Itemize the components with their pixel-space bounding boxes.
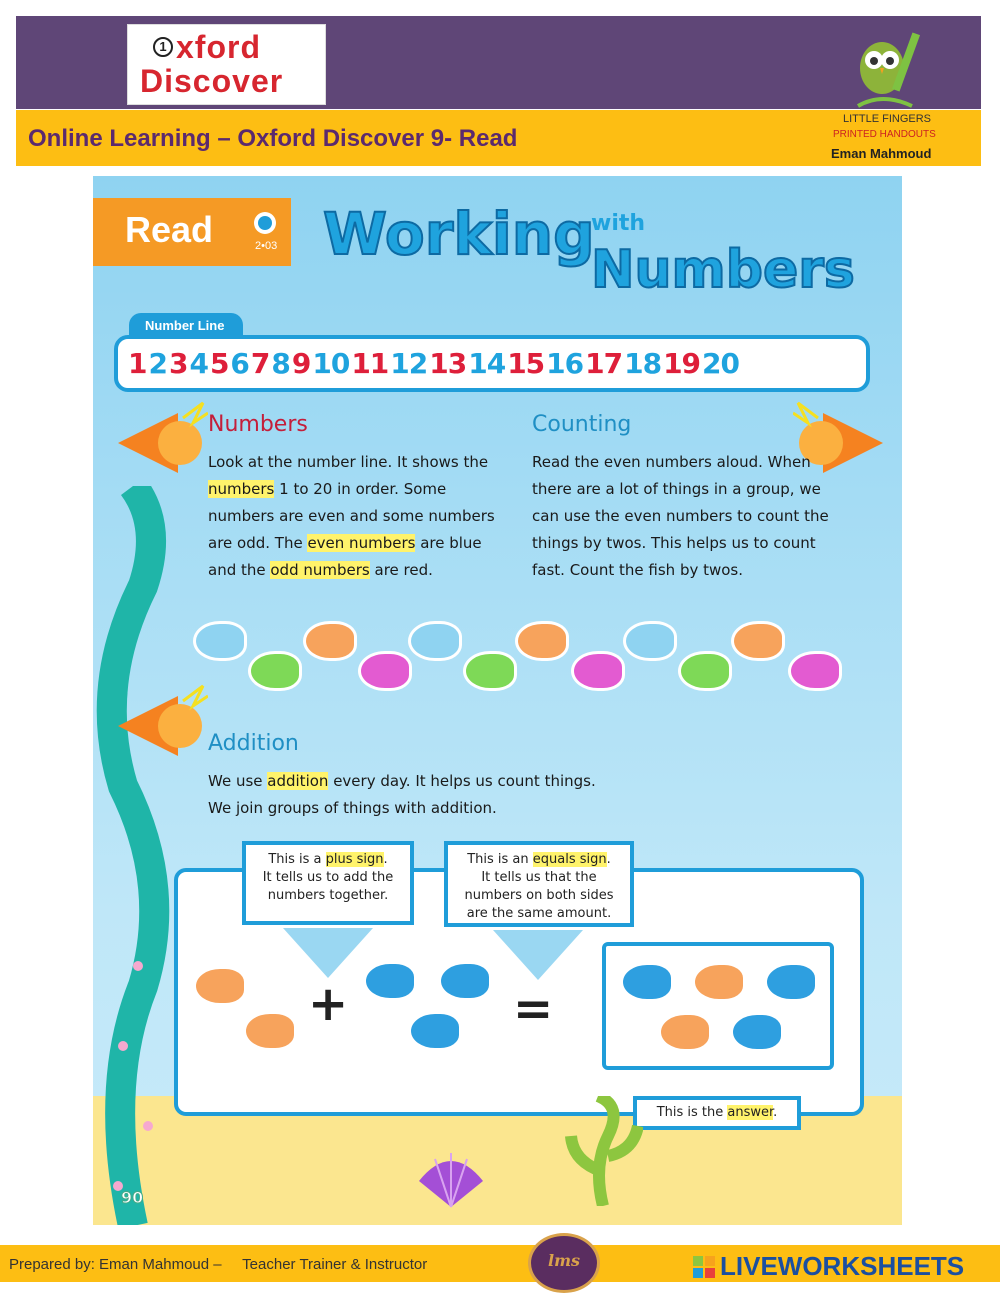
fish-icon bbox=[408, 621, 462, 661]
highlighted-term: numbers bbox=[208, 480, 275, 498]
addition-heading: Addition bbox=[208, 731, 299, 756]
megaphone-icon bbox=[108, 398, 208, 488]
number-line-item: 17 bbox=[585, 347, 623, 380]
lesson-title-working: Working bbox=[323, 200, 595, 268]
number-line-item: 2 bbox=[148, 347, 167, 380]
fish-icon bbox=[193, 621, 247, 661]
number-line-item: 10 bbox=[312, 347, 350, 380]
fish-icon bbox=[678, 651, 732, 691]
addition-paragraph bbox=[208, 768, 708, 822]
fish-icon bbox=[764, 962, 818, 1002]
number-line-item: 3 bbox=[168, 347, 188, 380]
number-line bbox=[114, 335, 870, 392]
text-segment: 1 to 20 in order. Some numbers are even and some numbers are odd. The bbox=[208, 480, 495, 552]
text-segment: Look at the number line. It shows the bbox=[208, 453, 489, 471]
counting-paragraph: Read the even numbers aloud. When there are a lot of things in a group, we can use the even numbers to count the things by twos. This helps us to count fast. Count the fish by twos. bbox=[532, 453, 829, 579]
oxford-discover-logo bbox=[127, 24, 326, 105]
text-segment: every day. It helps us count things. bbox=[328, 772, 596, 790]
callout-pointer bbox=[493, 930, 583, 980]
number-line-item: 4 bbox=[189, 347, 208, 380]
school-logo-letters: lms bbox=[547, 1251, 580, 1270]
text-segment: This is the bbox=[656, 1105, 728, 1120]
fish-icon bbox=[193, 966, 247, 1006]
answer-box bbox=[602, 942, 834, 1070]
fish-icon bbox=[571, 651, 625, 691]
highlighted-term: odd numbers bbox=[270, 561, 370, 579]
number-line-item: 18 bbox=[624, 347, 662, 380]
highlighted-term: even numbers bbox=[307, 534, 416, 552]
fish-icon bbox=[788, 651, 842, 691]
text-segment: It tells us to add the numbers together. bbox=[262, 870, 394, 903]
worksheet-title: Online Learning – Oxford Discover 9- Read bbox=[28, 125, 518, 152]
highlighted-term: plus sign bbox=[325, 852, 384, 867]
text-segment: are blue and the bbox=[208, 534, 482, 579]
school-logo bbox=[528, 1233, 600, 1293]
number-line-item: 9 bbox=[291, 347, 311, 380]
counting-heading: Counting bbox=[532, 412, 632, 437]
number-line-item: 13 bbox=[429, 347, 467, 380]
number-line-item: 7 bbox=[250, 347, 270, 380]
brand-author: Eman Mahmoud bbox=[831, 146, 932, 161]
fish-icon bbox=[463, 651, 517, 691]
textbook-page bbox=[93, 176, 902, 1225]
plus-sign: + bbox=[308, 976, 349, 1032]
text-segment: It tells us that the numbers on both sides are the same amount. bbox=[464, 870, 614, 921]
highlighted-term: answer bbox=[727, 1105, 774, 1120]
logo-text-2: Discover bbox=[140, 63, 284, 99]
equals-sign-callout bbox=[444, 841, 634, 927]
text-segment: We use bbox=[208, 772, 268, 790]
number-line-item: 6 bbox=[230, 347, 249, 380]
fish-icon bbox=[623, 621, 677, 661]
liveworksheets-logo[interactable]: LIVEWORKSHEETS bbox=[720, 1251, 965, 1281]
numbers-heading: Numbers bbox=[208, 412, 308, 437]
callout-pointer bbox=[283, 928, 373, 978]
logo-number: 1 bbox=[153, 37, 173, 57]
number-line-item: 15 bbox=[507, 347, 545, 380]
fish-icon bbox=[515, 621, 569, 661]
fish-icon bbox=[303, 621, 357, 661]
brand-line-1: LITTLE FINGERS bbox=[843, 113, 932, 125]
brand-line-2: PRINTED HANDOUTS bbox=[833, 129, 936, 140]
fish-icon bbox=[248, 651, 302, 691]
number-line-item: 1 bbox=[128, 347, 147, 380]
fish-icon bbox=[731, 621, 785, 661]
number-line-item: 19 bbox=[663, 347, 701, 380]
highlighted-term: equals sign bbox=[532, 852, 607, 867]
coral-icon bbox=[563, 1096, 643, 1206]
number-line-item: 16 bbox=[546, 347, 584, 380]
text-segment: . bbox=[773, 1105, 778, 1120]
lesson-title-with: with bbox=[591, 211, 646, 236]
number-line-item: 12 bbox=[390, 347, 428, 380]
fish-icon bbox=[658, 1012, 712, 1052]
owl-mascot-icon bbox=[852, 26, 924, 112]
number-line-item: 8 bbox=[271, 347, 290, 380]
plus-sign-callout bbox=[242, 841, 414, 925]
lesson-title-numbers: Numbers bbox=[591, 240, 855, 300]
fish-icon bbox=[243, 1011, 297, 1051]
text-segment: . bbox=[383, 852, 388, 867]
text-segment: This is a bbox=[268, 852, 326, 867]
text-segment: are red. bbox=[369, 561, 433, 579]
audio-track-code: 2•03 bbox=[255, 240, 278, 252]
seaweed-icon bbox=[93, 486, 193, 1225]
text-segment: We join groups of things with addition. bbox=[208, 799, 497, 817]
fish-icon bbox=[358, 651, 412, 691]
fish-icon bbox=[408, 1011, 462, 1051]
fish-row bbox=[193, 606, 853, 696]
fish-icon bbox=[438, 961, 492, 1001]
text-segment: This is an bbox=[467, 852, 533, 867]
audio-icon[interactable] bbox=[253, 211, 277, 235]
liveworksheets-icon bbox=[693, 1256, 715, 1278]
highlighted-term: addition bbox=[267, 772, 329, 790]
text-segment: . bbox=[606, 852, 611, 867]
number-line-item: 5 bbox=[209, 347, 229, 380]
equals-sign: = bbox=[513, 981, 554, 1037]
answer-callout bbox=[633, 1096, 801, 1130]
fish-icon bbox=[363, 961, 417, 1001]
page-number: 90 bbox=[121, 1188, 144, 1207]
seashell-icon bbox=[415, 1151, 487, 1209]
prepared-by: Prepared by: Eman Mahmoud – Teacher Trainer & Instructor bbox=[9, 1256, 428, 1273]
number-line-label: Number Line bbox=[129, 313, 243, 337]
number-line-item: 11 bbox=[351, 347, 389, 380]
fish-icon bbox=[692, 962, 746, 1002]
number-line-item: 14 bbox=[468, 347, 506, 380]
fish-icon bbox=[620, 962, 674, 1002]
fish-icon bbox=[730, 1012, 784, 1052]
numbers-paragraph bbox=[208, 449, 513, 584]
number-line-item: 20 bbox=[702, 347, 740, 380]
logo-text-1: xford bbox=[176, 29, 261, 65]
read-label: Read bbox=[125, 209, 214, 250]
